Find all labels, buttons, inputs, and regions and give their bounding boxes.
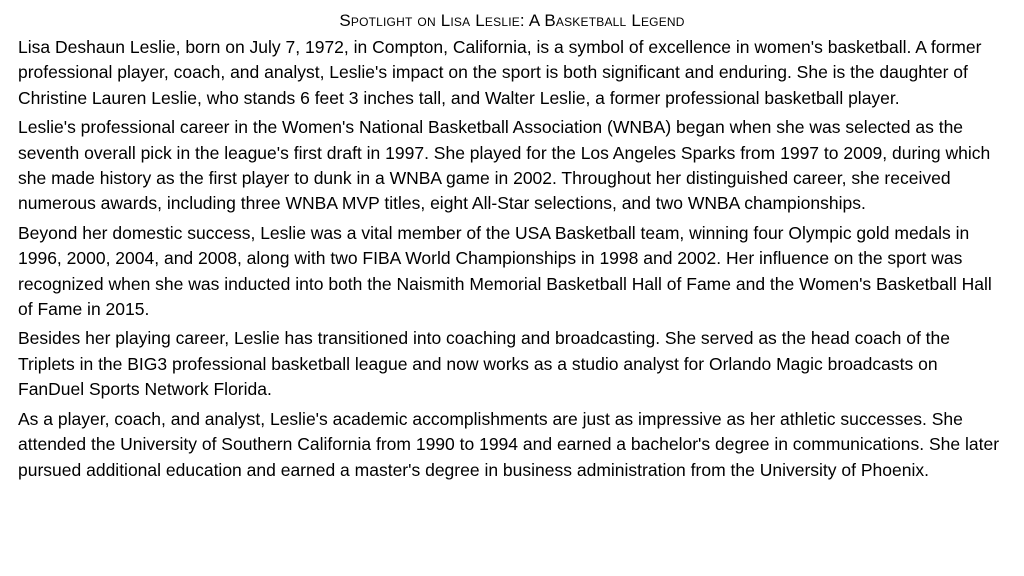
paragraph-coaching-broadcasting: Besides her playing career, Leslie has transitioned into coaching and broadcasting. She served as the head coach of the Triplets in the BIG3 professional basketball league and now works as a studio analyst for Orlando Magic broadcasts on FanDuel Sports Network Florida. bbox=[18, 328, 950, 400]
paragraph-early-life: Lisa Deshaun Leslie, born on July 7, 1972, in Compton, California, is a symbol of excellence in women's basketball. A former professional player, coach, and analyst, Leslie's impact on the sport is both significant and enduring. She is the daughter of Christine Lauren Leslie, who stands 6 feet 3 inches tall, and Walter Leslie, a former professional basketball player. bbox=[18, 37, 982, 108]
paragraph-wnba-career: Leslie's professional career in the Women's National Basketball Association (WNBA) began when she was selected as the seventh overall pick in the league's first draft in 1997. She played for the Los Angeles Sparks from 1997 to 2009, during which she made history as the first player to dunk in a WNBA game in 2002. Throughout her distinguished career, she received numerous awards, including three WNBA MVP titles, eight All-Star selections, and two WNBA championships. bbox=[18, 117, 991, 214]
paragraph-education: As a player, coach, and analyst, Leslie's academic accomplishments are just as impressive as her athletic successes. She attended the University of Southern California from 1990 to 1994 and earned a bachelor's degree in communications. She later pursued additional education and earned a master's degree in business administration from the University of Phoenix. bbox=[18, 408, 1000, 480]
paragraph-international-career: Beyond her domestic success, Leslie was a vital member of the USA Basketball team, winning four Olympic gold medals in 1996, 2000, 2004, and 2008, along with two FIBA World Championships in 1998 and 2002. Her influence on the sport was recognized when she was inducted into both the Naismith Memorial Basketball Hall of Fame and the Women's Basketball Hall of Fame in 2015. bbox=[18, 222, 992, 320]
document-title: Spotlight on Lisa Leslie: A Basketball Legend bbox=[339, 11, 685, 30]
